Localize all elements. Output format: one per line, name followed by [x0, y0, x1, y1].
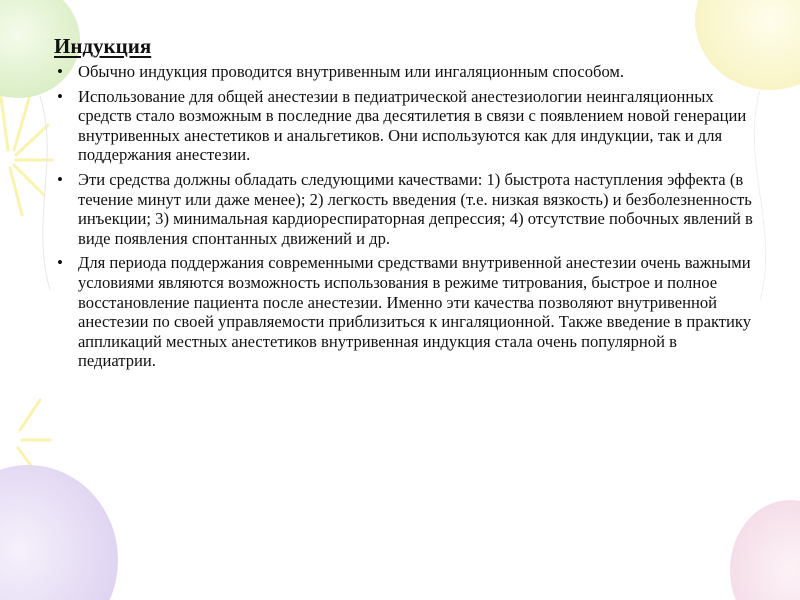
bullet-item: • Использование для общей анестезии в педиатрической анестезиологии неингаляционных средств стало возможным в последние два десятилетия в связи с появлением новой генерации внутривенных анестетиков и анальгетиков. Они используются как для индукции, так и для поддержания анестезии. [56, 87, 756, 165]
bullet-list [56, 62, 756, 376]
bullet-item: • Эти средства должны обладать следующими качествами: 1) быстрота наступления эффекта (в течение минут или даже менее); 2) легкость введения (т.е. низкая вязкость) и безболезненность инъекции; 3) минимальная кардиореспираторная депрессия; 4) отсутствие побочных явлений в виде появления спонтанных движений и др. [56, 170, 756, 248]
bullet-item: • Для периода поддержания современными средствами внутривенной анестезии очень важными условиями являются возможность использования в режиме титрования, быстрое и полное восстановление пациента после анестезии. Именно эти качества позволяют внутривенной анестезии по своей управляемости приблизиться к ингаляционной. Также введение в практику аппликаций местных анестетиков внутривенная индукция стала очень популярной в педиатрии. [56, 253, 756, 371]
slide-title: Индукция [54, 34, 152, 58]
bullet-item: • Обычно индукция проводится внутривенным или ингаляционным способом. [56, 62, 756, 82]
